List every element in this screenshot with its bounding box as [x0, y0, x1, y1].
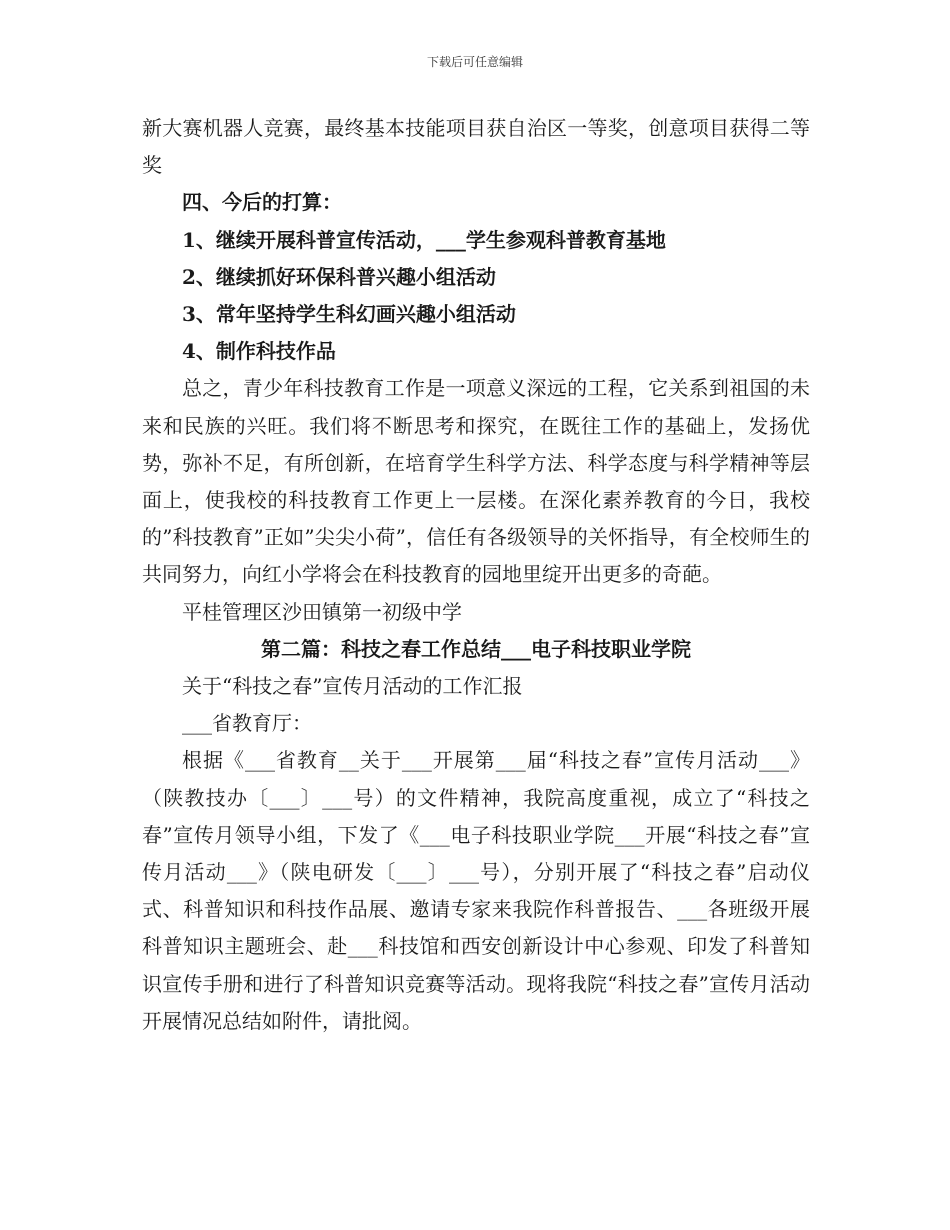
article-title: 第二篇：科技之春工作总结___电子科技职业学院 [261, 636, 691, 661]
plan-item-3: 3、常年坚持学生科幻画兴趣小组活动 [182, 302, 516, 327]
paragraph-continued: 新大赛机器人竞赛，最终基本技能项目获自治区一等奖，创意项目获得二等奖 [142, 116, 810, 178]
summary-paragraph: 总之，青少年科技教育工作是一项意义深远的工程，它关系到祖国的未来和民族的兴旺。我们将不断思考和探究，在既往工作的基础上，发扬优势，弥补不足，有所创新，在培育学生科学方法、科学态度与科学精神等层面上，使我校的科技教育工作更上一层楼。在深化素养教育的今日，我校的”科技教育”正如”尖尖小荷”，信任有各级领导的关怀指导，有全校师生的共同努力，向红小学将会在科技教育的园地里绽开出更多的奇葩。 [142, 376, 810, 587]
plan-item-1: 1、继续开展科普宣传活动，___学生参观科普教育基地 [182, 227, 666, 252]
report-subject: 关于“科技之春”宣传月活动的工作汇报 [182, 674, 523, 699]
addressee: ___省教育厅： [182, 711, 312, 736]
section-heading-plans: 四、今后的打算： [182, 190, 342, 215]
page-header: 下载后可任意编辑 [426, 55, 523, 69]
signature-school: 平桂管理区沙田镇第一初级中学 [182, 599, 462, 624]
plan-item-2: 2、继续抓好环保科普兴趣小组活动 [182, 264, 496, 289]
report-body-paragraph: 根据《___省教育__关于___开展第___届“科技之春”宣传月活动___》（陕教技办〔___〕___号）的文件精神，我院高度重视，成立了“科技之春”宣传月领导小组，下发了《___电子科技职业学院___开展“科技之春”宣传月活动___》（陕电研发〔___〕___号），分别开展了“科技之春”启动仪式、科普知识和科技作品展、邀请专家来我院作科普报告、___各班级开展科普知识主题班会、赴___科技馆和西安创新设计中心参观、印发了科普知识宣传手册和进行了科普知识竞赛等活动。现将我院“科技之春”宣传月活动开展情况总结如附件，请批阅。 [142, 748, 810, 1033]
document-body [142, 110, 810, 1040]
plan-item-4: 4、制作科技作品 [182, 339, 336, 364]
